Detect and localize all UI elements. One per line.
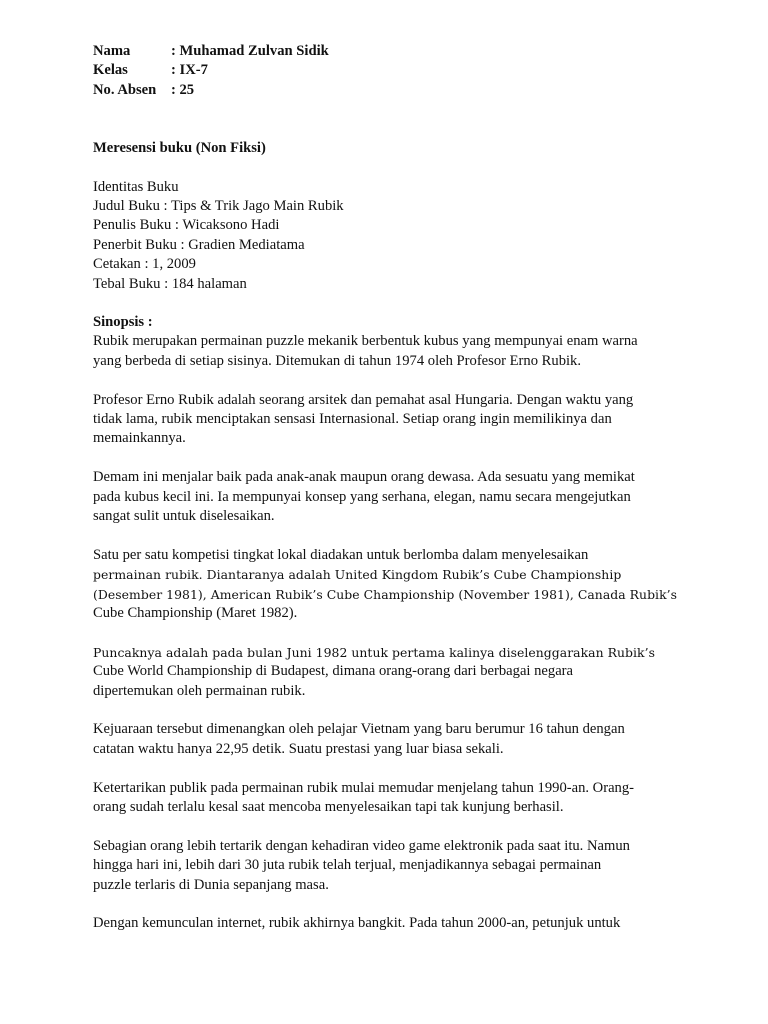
paragraph-line: memainkannya. [93,430,186,447]
paragraph-line: Dengan kemunculan internet, rubik akhirnya bangkit. Pada tahun 2000-an, petunjuk untuk [93,915,621,932]
sinopsis-paragraph [93,391,683,449]
paragraph-line: Satu per satu kompetisi tingkat lokal diadakan untuk berlomba dalam menyelesaikan [93,546,589,563]
student-number-label: No. Absen [93,81,157,98]
paragraph-line: Rubik merupakan permainan puzzle mekanik berbentuk kubus yang mempunyai enam warna [93,333,638,350]
paragraph-line: orang sudah terlalu kesal saat mencoba menyelesaikan tapi tak kunjung berhasil. [93,799,564,816]
paragraph-line: permainan rubik. Diantaranya adalah United Kingdom Rubik’s Cube Championship [93,567,622,583]
sinopsis-heading: Sinopsis : [93,314,153,331]
student-class-row [93,61,683,80]
paragraph-line: (Desember 1981), American Rubik’s Cube Championship (November 1981), Canada Rubik’s [93,586,678,602]
book-edition-line: Cetakan : 1, 2009 [93,256,196,273]
book-author-line: Penulis Buku : Wicaksono Hadi [93,217,280,234]
sinopsis-body [93,332,683,933]
student-class-label: Kelas [93,62,128,79]
student-name-value: : Muhamad Zulvan Sidik [171,43,329,59]
document-page [93,42,683,953]
sinopsis-paragraph [93,546,683,624]
book-identity-heading: Identitas Buku [93,178,179,195]
book-publisher-line: Penerbit Buku : Gradien Mediatama [93,236,305,253]
paragraph-line: pada kubus kecil ini. Ia mempunyai konsep yang serhana, elegan, namu secara mengejutkan [93,488,631,505]
sinopsis-paragraph [93,914,683,933]
paragraph-line: dipertemukan oleh permainan rubik. [93,682,306,699]
sinopsis-paragraph [93,468,683,526]
paragraph-line: yang berbeda di setiap sisinya. Ditemukan di tahun 1974 oleh Profesor Erno Rubik. [93,352,581,369]
student-info [93,42,683,100]
sinopsis-paragraph [93,643,683,701]
sinopsis-paragraph [93,332,683,371]
paragraph-line: Cube Championship (Maret 1982). [93,605,298,622]
paragraph-line: Ketertarikan publik pada permainan rubik mulai memudar menjelang tahun 1990-an. Orang- [93,779,635,796]
student-number-value: : 25 [171,81,195,98]
paragraph-line: catatan waktu hanya 22,95 detik. Suatu prestasi yang luar biasa sekali. [93,740,504,757]
paragraph-line: Demam ini menjalar baik pada anak-anak maupun orang dewasa. Ada sesuatu yang memikat [93,469,635,486]
paragraph-line: Profesor Erno Rubik adalah seorang arsitek dan pemahat asal Hungaria. Dengan waktu yang [93,391,634,408]
book-identity [93,178,683,294]
student-class-value: : IX-7 [171,62,208,79]
paragraph-line: sangat sulit untuk diselesaikan. [93,508,275,525]
paragraph-line: Kejuaraan tersebut dimenangkan oleh pelajar Vietnam yang baru berumur 16 tahun dengan [93,721,625,738]
sinopsis-paragraph [93,837,683,895]
paragraph-line: hingga hari ini, lebih dari 30 juta rubik telah terjual, menjadikannya sebagai permainan [93,857,602,874]
paragraph-line: Cube World Championship di Budapest, dimana orang-orang dari berbagai negara [93,663,574,680]
paragraph-line: puzzle terlaris di Dunia sepanjang masa. [93,876,329,893]
paragraph-line: tidak lama, rubik menciptakan sensasi Internasional. Setiap orang ingin memilikinya dan [93,411,612,428]
student-name-row [93,42,683,61]
paragraph-line: Puncaknya adalah pada bulan Juni 1982 untuk pertama kalinya diselenggarakan Rubik’s [93,644,655,660]
document-title: Meresensi buku (Non Fiksi) [93,140,266,157]
book-pages-line: Tebal Buku : 184 halaman [93,275,247,292]
student-name-label: Nama [93,43,131,59]
sinopsis-paragraph [93,720,683,759]
book-title-line: Judul Buku : Tips & Trik Jago Main Rubik [93,197,344,214]
paragraph-line: Sebagian orang lebih tertarik dengan kehadiran video game elektronik pada saat itu. Namun [93,837,630,854]
student-number-row [93,81,683,100]
sinopsis-paragraph [93,779,683,818]
